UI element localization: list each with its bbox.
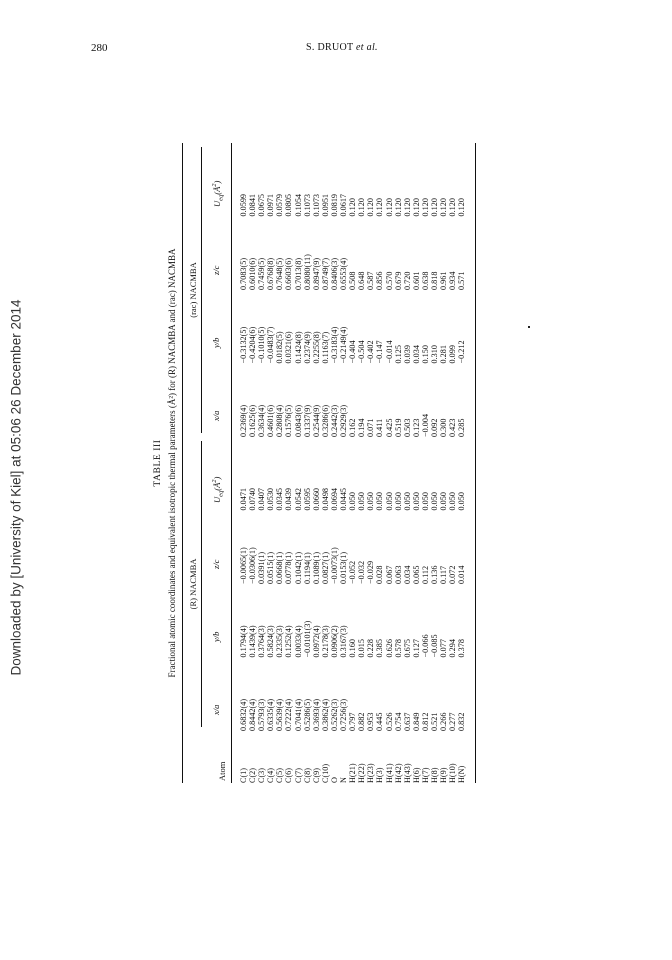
value-cell: 0.385 xyxy=(375,639,385,658)
value-cell: 0.934 xyxy=(448,271,458,290)
value-cell: 0.1424(8) xyxy=(293,331,303,364)
value-cell: 0.0668(1) xyxy=(275,551,285,584)
value-cell: 0.0617 xyxy=(339,193,349,217)
group-header-r: (R) NACMBA xyxy=(188,558,198,610)
value-cell: 0.411 xyxy=(375,418,385,437)
bottom-rule xyxy=(475,143,476,783)
atom-cell: C(2) xyxy=(248,767,258,783)
value-cell: 0.0843(6) xyxy=(293,404,303,437)
value-cell: 0.0827(1) xyxy=(320,551,330,584)
atom-cell: H(23) xyxy=(366,763,376,783)
value-cell: −0.029 xyxy=(366,560,376,584)
value-cell: 0.310 xyxy=(429,345,439,364)
value-cell: 0.050 xyxy=(457,492,467,511)
value-cell: 0.0439 xyxy=(284,487,294,511)
table-row xyxy=(294,143,303,783)
value-cell: 0.034 xyxy=(411,345,421,364)
value-cell: 0.266 xyxy=(439,712,449,731)
value-cell: 0.120 xyxy=(375,198,385,217)
value-cell: 0.4601(6) xyxy=(266,404,276,437)
value-cell: 0.6768(8) xyxy=(266,257,276,290)
value-cell: 0.028 xyxy=(375,565,385,584)
group-rule-rac xyxy=(201,147,202,433)
value-cell: 0.117 xyxy=(439,565,449,584)
header-rule xyxy=(231,143,232,783)
col-head-yb-rac: y/b xyxy=(211,337,221,348)
value-cell: 0.0498 xyxy=(320,487,330,511)
value-cell: 0.0182(5) xyxy=(275,331,285,364)
value-cell: 0.503 xyxy=(402,418,412,437)
value-cell: 0.5639(4) xyxy=(275,698,285,731)
value-cell: −0.3132(5) xyxy=(239,326,248,364)
value-cell: 0.0694 xyxy=(329,487,339,511)
value-cell: 0.8947(9) xyxy=(311,257,321,290)
atom-cell: H(8) xyxy=(429,767,439,783)
value-cell: 0.065 xyxy=(411,565,421,584)
value-cell: 0.194 xyxy=(357,418,367,437)
col-head-xa-r: x/a xyxy=(211,704,221,715)
table-row xyxy=(248,143,257,783)
col-head-ueq-r: $U_{eq}(Å^2)$ xyxy=(211,476,225,503)
top-rule xyxy=(182,143,183,783)
atom-cell: C(8) xyxy=(302,767,312,783)
value-cell: 0.050 xyxy=(420,492,430,511)
value-cell: 0.125 xyxy=(393,345,403,364)
value-cell: 0.071 xyxy=(366,418,376,437)
table-row xyxy=(412,143,421,783)
value-cell: 0.0407 xyxy=(257,487,267,511)
value-cell: 0.277 xyxy=(448,712,458,731)
value-cell: 0.1194(1) xyxy=(302,552,312,584)
table-row xyxy=(457,143,466,783)
value-cell: 0.519 xyxy=(393,418,403,437)
atom-cell: O xyxy=(329,777,339,783)
value-cell: 0.120 xyxy=(384,198,394,217)
value-cell: 0.7256(3) xyxy=(339,698,349,731)
value-cell: −0.3183(4) xyxy=(329,326,339,364)
value-cell: 0.034 xyxy=(402,565,412,584)
value-cell: 0.6603(6) xyxy=(284,257,294,290)
col-head-xa-rac: x/a xyxy=(211,410,221,421)
atom-cell: N xyxy=(339,777,349,783)
value-cell: 0.0153(1) xyxy=(339,551,349,584)
value-cell: 0.2255(8) xyxy=(311,331,321,364)
value-cell: 0.5824(3) xyxy=(266,625,276,658)
atom-cell: C(1) xyxy=(239,767,248,783)
value-cell: 0.818 xyxy=(429,271,439,290)
value-cell: 0.2178(3) xyxy=(320,625,330,658)
col-head-yb-r: y/b xyxy=(211,631,221,642)
value-cell: 0.856 xyxy=(375,271,385,290)
table-row xyxy=(394,143,403,783)
table-row xyxy=(403,143,412,783)
value-cell: 0.812 xyxy=(420,712,430,731)
table-row xyxy=(321,143,330,783)
value-cell: −0.504 xyxy=(357,340,367,364)
table-row xyxy=(312,143,321,783)
value-cell: 0.160 xyxy=(348,639,358,658)
value-cell: −0.147 xyxy=(375,340,385,364)
value-cell: 0.0579 xyxy=(275,193,285,217)
value-cell: 0.120 xyxy=(411,198,421,217)
value-cell: −0.052 xyxy=(348,560,358,584)
download-watermark: Downloaded by [University of Kiel] at 05:06 26 December 2014 xyxy=(8,299,24,676)
value-cell: −0.0306(1) xyxy=(248,547,258,584)
value-cell: 0.3167(3) xyxy=(339,625,349,658)
value-cell: 0.7083(5) xyxy=(239,257,248,290)
value-cell: 0.120 xyxy=(402,198,412,217)
value-cell: 0.626 xyxy=(384,639,394,658)
col-head-atom: Atom xyxy=(217,761,227,781)
running-head-etal: et al. xyxy=(356,42,378,53)
coordinates-table xyxy=(239,143,466,783)
value-cell: 0.014 xyxy=(457,565,467,584)
value-cell: 0.521 xyxy=(429,712,439,731)
table-row xyxy=(239,143,248,783)
atom-cell: H(7) xyxy=(420,767,430,783)
value-cell: 0.720 xyxy=(402,271,412,290)
value-cell: 0.0675 xyxy=(257,193,267,217)
value-cell: 0.675 xyxy=(402,639,412,658)
value-cell: 0.0391(1) xyxy=(257,551,267,584)
atom-cell: H(6) xyxy=(411,767,421,783)
value-cell: −0.085 xyxy=(429,634,439,658)
atom-cell: H(43) xyxy=(402,763,412,783)
table-label: TABLE III xyxy=(153,439,163,487)
value-cell: 0.1089(1) xyxy=(311,551,321,584)
value-cell: 0.2369(4) xyxy=(239,404,248,437)
table-body xyxy=(239,143,466,783)
value-cell: 0.0599 xyxy=(239,193,248,217)
value-cell: 0.1054 xyxy=(293,193,303,217)
value-cell: 0.039 xyxy=(402,345,412,364)
table-row xyxy=(284,143,293,783)
page-number: 280 xyxy=(91,42,108,54)
value-cell: 0.2374(9) xyxy=(302,331,312,364)
value-cell: −0.0483(7) xyxy=(266,326,276,364)
value-cell: 0.050 xyxy=(357,492,367,511)
value-cell: −0.1010(5) xyxy=(257,326,267,364)
value-cell: 0.3764(3) xyxy=(257,625,267,658)
atom-cell: C(5) xyxy=(275,767,285,783)
table-caption: Fractional atomic coordinates and equivalent isotropic thermal parameters (Å²) for (R) NACMBA and (rac) NACMBA xyxy=(167,248,177,678)
atom-cell: C(3) xyxy=(257,767,267,783)
value-cell: 0.526 xyxy=(384,712,394,731)
table-row xyxy=(430,143,439,783)
value-cell: 0.050 xyxy=(411,492,421,511)
value-cell: 0.0445 xyxy=(339,487,349,511)
value-cell: 0.0778(1) xyxy=(284,551,294,584)
value-cell: 0.5793(3) xyxy=(257,698,267,731)
value-cell: 0.092 xyxy=(429,418,439,437)
atom-cell: H(42) xyxy=(393,763,403,783)
atom-cell: C(6) xyxy=(284,767,294,783)
value-cell: 0.050 xyxy=(348,492,358,511)
atom-cell: H(3) xyxy=(375,767,385,783)
value-cell: 0.797 xyxy=(348,712,358,731)
value-cell: 0.1576(5) xyxy=(284,404,294,437)
value-cell: 0.882 xyxy=(357,712,367,731)
atom-cell: H(10) xyxy=(448,763,458,783)
table-row xyxy=(266,143,275,783)
col-head-zc-rac: z/c xyxy=(211,265,221,275)
value-cell: 0.679 xyxy=(393,271,403,290)
table-row xyxy=(339,143,348,783)
value-cell: 0.127 xyxy=(411,639,421,658)
value-cell: 0.961 xyxy=(439,271,449,290)
value-cell: 0.571 xyxy=(457,271,467,290)
value-cell: 0.508 xyxy=(348,271,358,290)
value-cell: 0.050 xyxy=(375,492,385,511)
table-row xyxy=(330,143,339,783)
value-cell: 0.120 xyxy=(348,198,358,217)
value-cell: 0.1625(6) xyxy=(248,404,258,437)
value-cell: 0.7648(5) xyxy=(275,257,285,290)
value-cell: 0.0841 xyxy=(248,193,258,217)
value-cell: −0.0065(1) xyxy=(239,547,248,584)
value-cell: 0.8442(4) xyxy=(248,698,258,731)
table-row xyxy=(275,143,284,783)
value-cell: 0.1252(4) xyxy=(284,625,294,658)
value-cell: −0.4204(6) xyxy=(248,326,258,364)
table-row xyxy=(439,143,448,783)
value-cell: −0.212 xyxy=(457,340,467,364)
value-cell: 0.0530 xyxy=(266,487,276,511)
value-cell: 0.015 xyxy=(357,639,367,658)
atom-cell: H(21) xyxy=(348,763,358,783)
table-row xyxy=(448,143,457,783)
value-cell: 0.0972(4) xyxy=(311,625,321,658)
value-cell: 0.063 xyxy=(393,565,403,584)
value-cell: 0.050 xyxy=(429,492,439,511)
value-cell: 0.050 xyxy=(366,492,376,511)
value-cell: 0.3634(4) xyxy=(257,404,267,437)
value-cell: 0.601 xyxy=(411,271,421,290)
value-cell: 0.5262(3) xyxy=(329,698,339,731)
value-cell: −0.066 xyxy=(420,634,430,658)
table-row xyxy=(357,143,366,783)
value-cell: 0.5286(5) xyxy=(302,698,312,731)
value-cell: 0.285 xyxy=(457,418,467,437)
col-head-zc-r: z/c xyxy=(211,559,221,569)
value-cell: 0.0805 xyxy=(284,193,294,217)
value-cell: 0.6010(6) xyxy=(248,257,258,290)
value-cell: 0.8749(7) xyxy=(320,257,330,290)
value-cell: 0.570 xyxy=(384,271,394,290)
value-cell: 0.587 xyxy=(366,271,376,290)
atom-cell: H(9) xyxy=(439,767,449,783)
value-cell: 0.0971 xyxy=(266,193,276,217)
table-row xyxy=(375,143,384,783)
value-cell: 0.120 xyxy=(420,198,430,217)
value-cell: 0.0660 xyxy=(311,487,321,511)
value-cell: 0.294 xyxy=(448,639,458,658)
value-cell: 0.1073 xyxy=(311,193,321,217)
value-cell: −0.0101(3) xyxy=(302,620,312,658)
value-cell: 0.120 xyxy=(439,198,449,217)
atom-cell: H(N) xyxy=(457,765,467,783)
value-cell: 0.953 xyxy=(366,712,376,731)
value-cell: 0.1794(4) xyxy=(239,625,248,658)
value-cell: 0.3693(4) xyxy=(311,698,321,731)
table-row xyxy=(366,143,375,783)
value-cell: 0.067 xyxy=(384,565,394,584)
value-cell: 0.120 xyxy=(457,198,467,217)
value-cell: 0.754 xyxy=(393,712,403,731)
col-head-ueq-rac: $U_{eq}(Å^2)$ xyxy=(211,180,225,207)
value-cell: 0.2808(4) xyxy=(275,404,285,437)
table-row xyxy=(303,143,312,783)
value-cell: 0.7041(4) xyxy=(293,698,303,731)
value-cell: 0.445 xyxy=(375,712,385,731)
value-cell: 0.050 xyxy=(402,492,412,511)
value-cell: 0.0819 xyxy=(329,193,339,217)
value-cell: 0.378 xyxy=(457,639,467,658)
value-cell: −0.014 xyxy=(384,340,394,364)
atom-cell: C(10) xyxy=(320,763,330,783)
value-cell: 0.2929(3) xyxy=(339,404,349,437)
value-cell: 0.120 xyxy=(393,198,403,217)
group-rule-r xyxy=(201,441,202,727)
value-cell: 0.120 xyxy=(366,198,376,217)
value-cell: 0.7222(4) xyxy=(284,698,294,731)
value-cell: 0.050 xyxy=(393,492,403,511)
value-cell: 0.0740 xyxy=(248,487,258,511)
value-cell: 0.8406(3) xyxy=(329,257,339,290)
value-cell: 0.849 xyxy=(411,712,421,731)
value-cell: 0.637 xyxy=(402,712,412,731)
value-cell: 0.112 xyxy=(420,565,430,584)
value-cell: 0.578 xyxy=(393,639,403,658)
value-cell: 0.120 xyxy=(448,198,458,217)
table-row xyxy=(421,143,430,783)
group-header-rac: (rac) NACMBA xyxy=(188,262,198,318)
value-cell: 0.1073 xyxy=(302,193,312,217)
value-cell: 0.077 xyxy=(439,639,449,658)
value-cell: 0.2442(3) xyxy=(329,404,339,437)
value-cell: 0.281 xyxy=(439,345,449,364)
value-cell: 0.1042(1) xyxy=(293,551,303,584)
value-cell: 0.638 xyxy=(420,271,430,290)
value-cell: 0.0033(4) xyxy=(293,625,303,658)
rotated-table xyxy=(153,143,533,783)
atom-cell: H(22) xyxy=(357,763,367,783)
value-cell: 0.136 xyxy=(429,565,439,584)
value-cell: 0.099 xyxy=(448,345,458,364)
value-cell: 0.0345 xyxy=(275,487,285,511)
value-cell: 0.0321(6) xyxy=(284,331,294,364)
value-cell: 0.648 xyxy=(357,271,367,290)
running-head xyxy=(306,42,378,53)
value-cell: 0.1163(7) xyxy=(320,331,330,364)
value-cell: 0.150 xyxy=(420,345,430,364)
value-cell: 0.6553(4) xyxy=(339,257,349,290)
value-cell: −0.0073(1) xyxy=(329,547,339,584)
table-row xyxy=(257,143,266,783)
value-cell: 0.6832(4) xyxy=(239,698,248,731)
value-cell: 0.3862(4) xyxy=(320,698,330,731)
value-cell: 0.0515(1) xyxy=(266,551,276,584)
value-cell: 0.6335(4) xyxy=(266,698,276,731)
value-cell: 0.0542 xyxy=(293,487,303,511)
value-cell: 0.050 xyxy=(384,492,394,511)
value-cell: 0.050 xyxy=(448,492,458,511)
atom-cell: C(9) xyxy=(311,767,321,783)
value-cell: 0.0906(2) xyxy=(329,625,339,658)
value-cell: 0.832 xyxy=(457,712,467,731)
table-row xyxy=(348,143,357,783)
value-cell: 0.228 xyxy=(366,639,376,658)
value-cell: 0.162 xyxy=(348,418,358,437)
table-row xyxy=(385,143,394,783)
value-cell: 0.7013(8) xyxy=(293,257,303,290)
value-cell: 0.2544(9) xyxy=(311,404,321,437)
value-cell: −0.2149(4) xyxy=(339,326,349,364)
atom-cell: C(7) xyxy=(293,767,303,783)
value-cell: −0.402 xyxy=(366,340,376,364)
value-cell: 0.120 xyxy=(357,198,367,217)
value-cell: 0.8080(11) xyxy=(302,254,312,290)
value-cell: −0.004 xyxy=(420,413,430,437)
value-cell: 0.120 xyxy=(429,198,439,217)
value-cell: 0.423 xyxy=(448,418,458,437)
value-cell: 0.7459(5) xyxy=(257,257,267,290)
value-cell: 0.0471 xyxy=(239,487,248,511)
value-cell: 0.0951 xyxy=(320,193,330,217)
value-cell: −0.032 xyxy=(357,560,367,584)
running-head-authors: S. DRUOT xyxy=(306,42,354,53)
atom-cell: C(4) xyxy=(266,767,276,783)
value-cell: 0.425 xyxy=(384,418,394,437)
value-cell: 0.0595 xyxy=(302,487,312,511)
value-cell: 0.072 xyxy=(448,565,458,584)
value-cell: 0.1439(4) xyxy=(248,625,258,658)
value-cell: 0.300 xyxy=(439,418,449,437)
value-cell: −0.404 xyxy=(348,340,358,364)
value-cell: 0.2335(3) xyxy=(275,625,285,658)
value-cell: 0.3286(6) xyxy=(320,404,330,437)
value-cell: 0.1337(9) xyxy=(302,404,312,437)
value-cell: 0.050 xyxy=(439,492,449,511)
value-cell: 0.123 xyxy=(411,418,421,437)
atom-cell: H(41) xyxy=(384,763,394,783)
